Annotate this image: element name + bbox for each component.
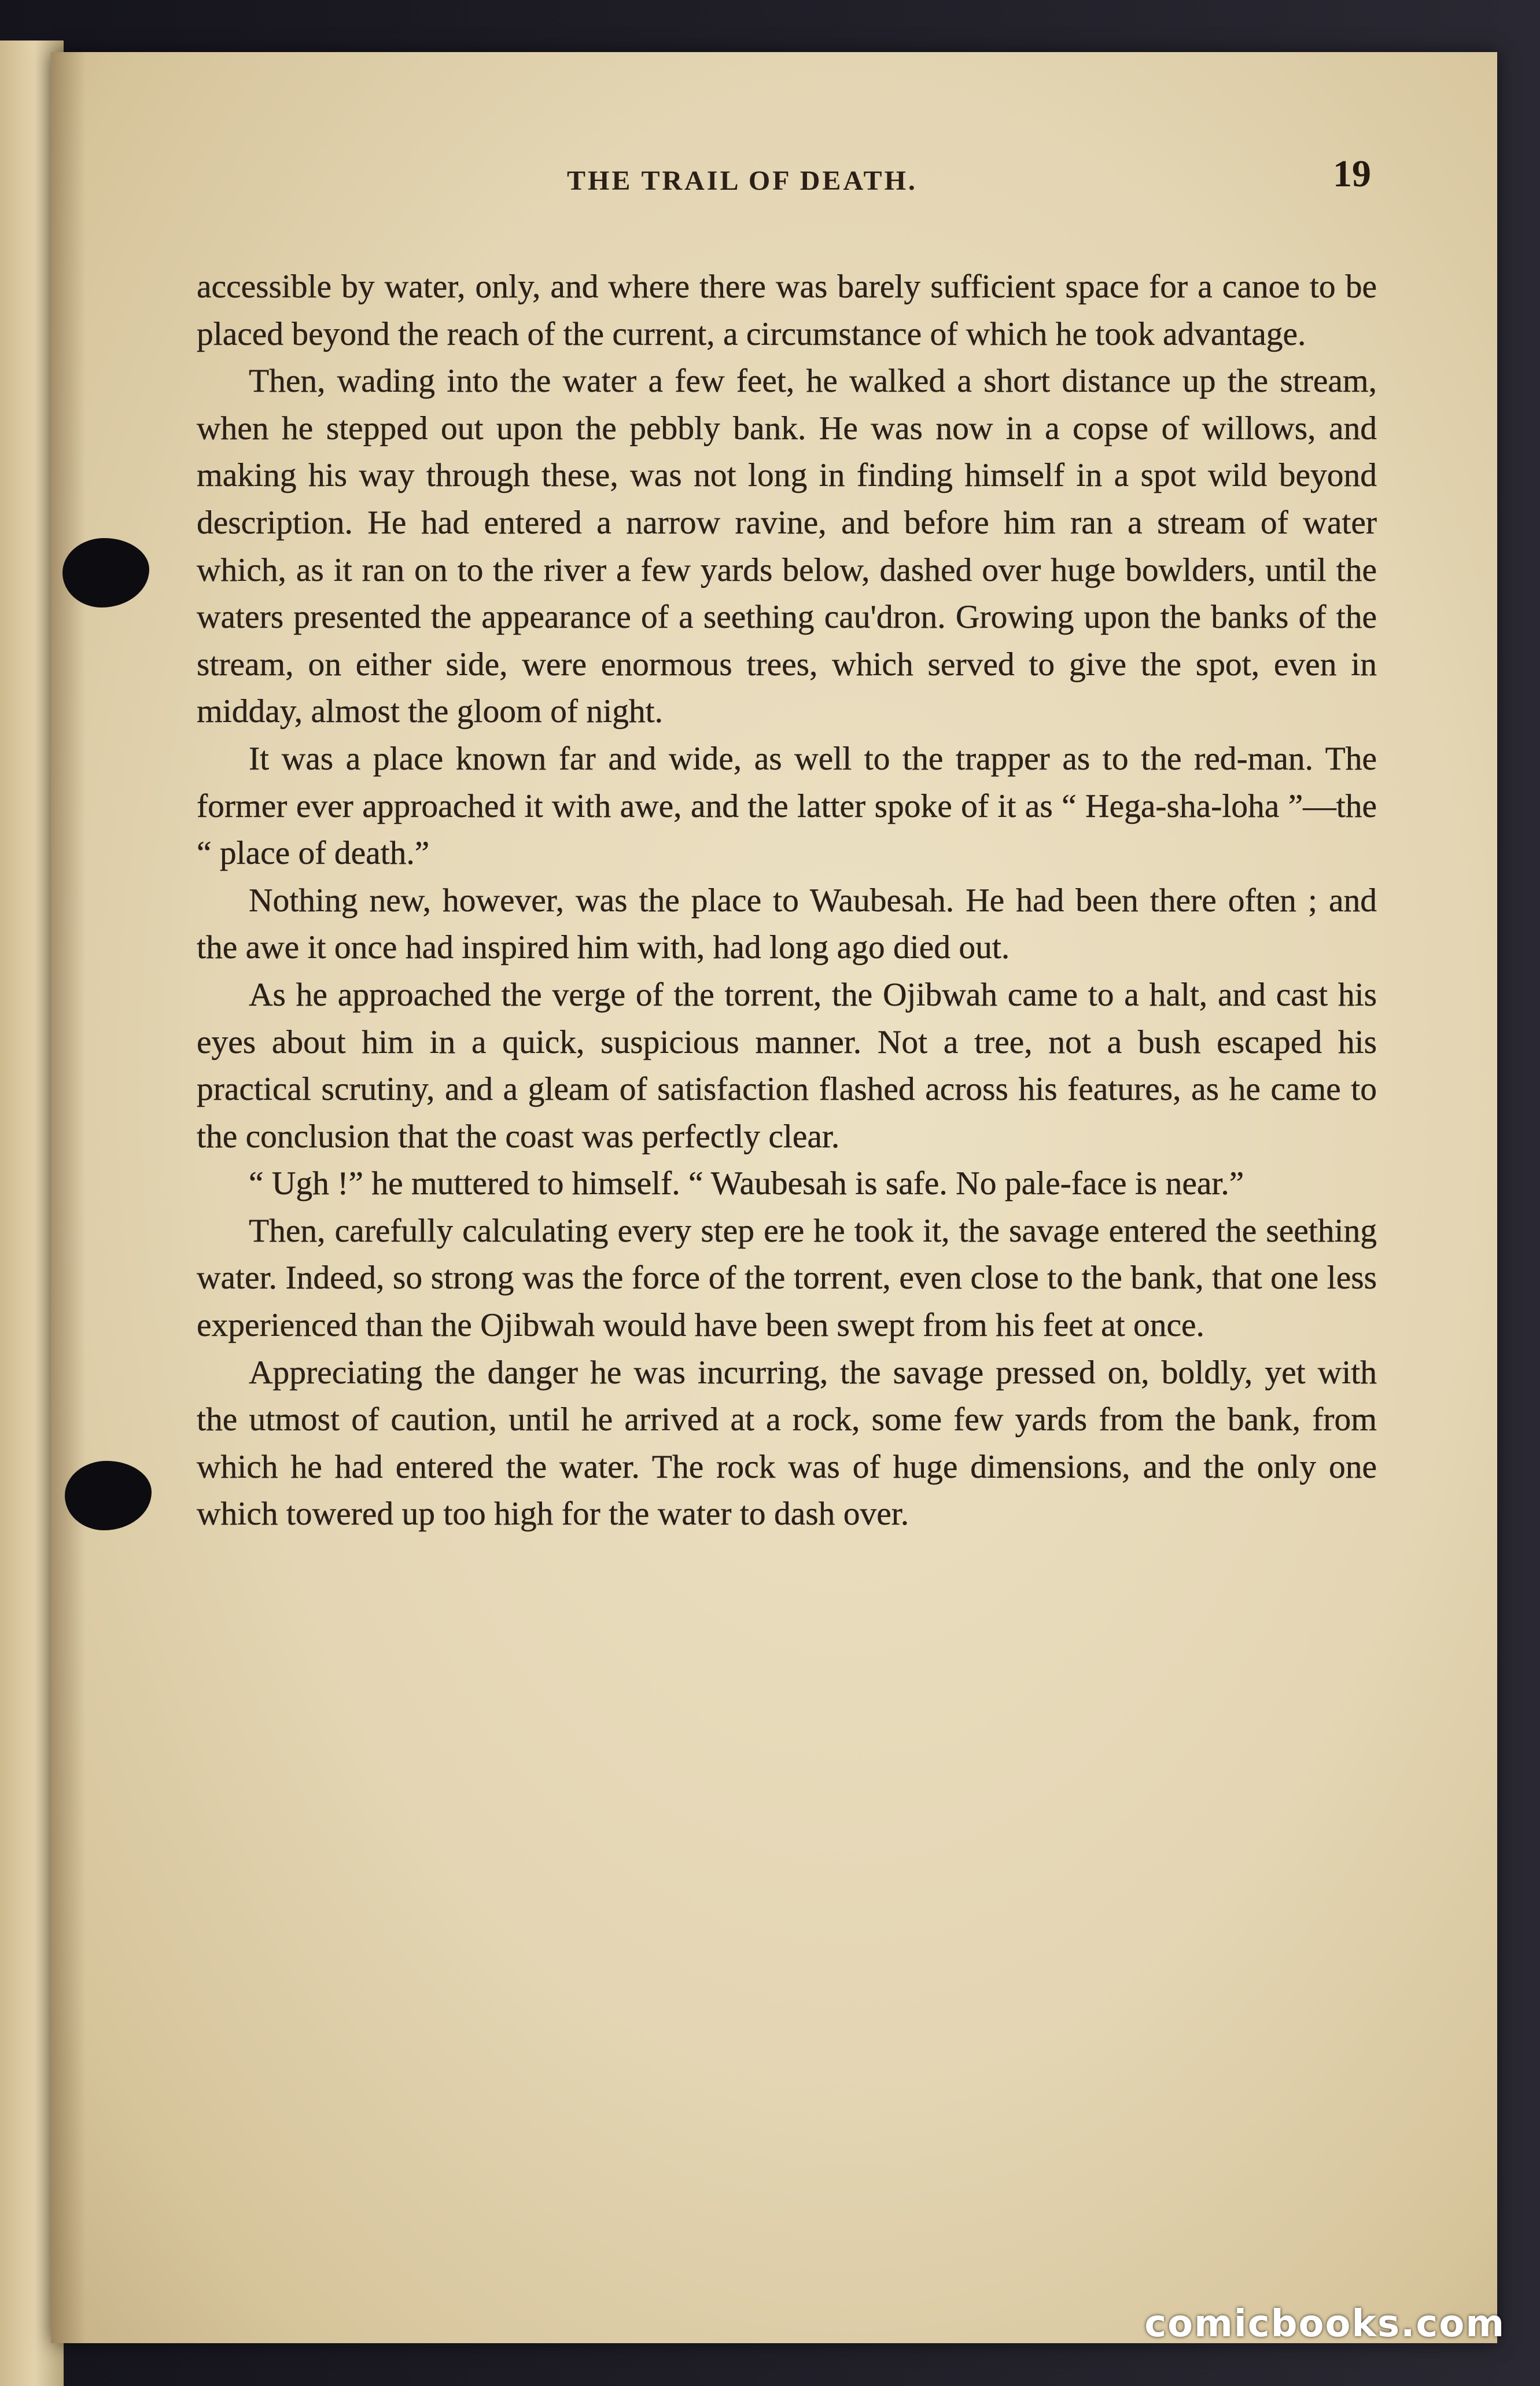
page-gutter-shadow [51, 52, 86, 2343]
paragraph: Nothing new, however, was the place to Waubesah. He had been there often ; and the awe it once had inspired him with, had long ago died out. [197, 882, 1377, 966]
paragraph: Appreciating the danger he was incurring, the savage pressed on, boldly, yet with the utmost of caution, until he arrived at a rock, some few yards from the bank, from which he had entered the water. The rock was of huge dimensions, and the only one which towered up too high for the water to dash over. [197, 1354, 1377, 1533]
body-text [197, 263, 1377, 1538]
paragraph: “ Ugh !” he muttered to himself. “ Waubesah is safe. No pale-face is near.” [249, 1165, 1244, 1202]
paragraph: Then, carefully calculating every step ere he took it, the savage entered the seething water. Indeed, so strong was the force of the torrent, even close to the bank, that one less experienced than the Ojibwah would have been swept from his feet at once. [197, 1212, 1377, 1344]
paragraph: It was a place known far and wide, as well to the trapper as to the red-man. The former ever approached it with awe, and the latter spoke of it as “ Hega-sha-loha ”—the “ place of death.” [197, 740, 1377, 872]
paragraph: As he approached the verge of the torrent, the Ojibwah came to a halt, and cast his eyes about him in a quick, suspicious manner. Not a tree, not a bush escaped his practical scrutiny, and a gleam of satisfaction flashed across his features, as he came to the conclusion that the coast was perfectly clear. [197, 976, 1377, 1155]
page-header [220, 124, 1371, 196]
page-number: 19 [1333, 153, 1371, 195]
paragraph: Then, wading into the water a few feet, he walked a short distance up the stream, when he stepped out upon the pebbly bank. He was now in a copse of willows, and making his way through these, was not long in finding himself in a spot wild beyond description. He had entered a narrow ravine, and before him ran a stream of water which, as it ran on to the river a few yards below, dashed over huge bowlders, until the waters presented the appearance of a seething cau'dron. Growing upon the banks of the stream, on either side, were enormous trees, which served to give the spot, even in midday, almost the gloom of night. [197, 363, 1377, 730]
binding-hole [65, 1461, 152, 1530]
running-title: THE TRAIL OF DEATH. [567, 165, 918, 196]
paragraph: accessible by water, only, and where there was barely sufficient space for a canoe to be placed beyond the reach of the current, a circumstance of which he took advantage. [197, 268, 1377, 352]
site-watermark: comicbooks.com [1144, 2303, 1505, 2346]
binding-hole [62, 538, 149, 607]
